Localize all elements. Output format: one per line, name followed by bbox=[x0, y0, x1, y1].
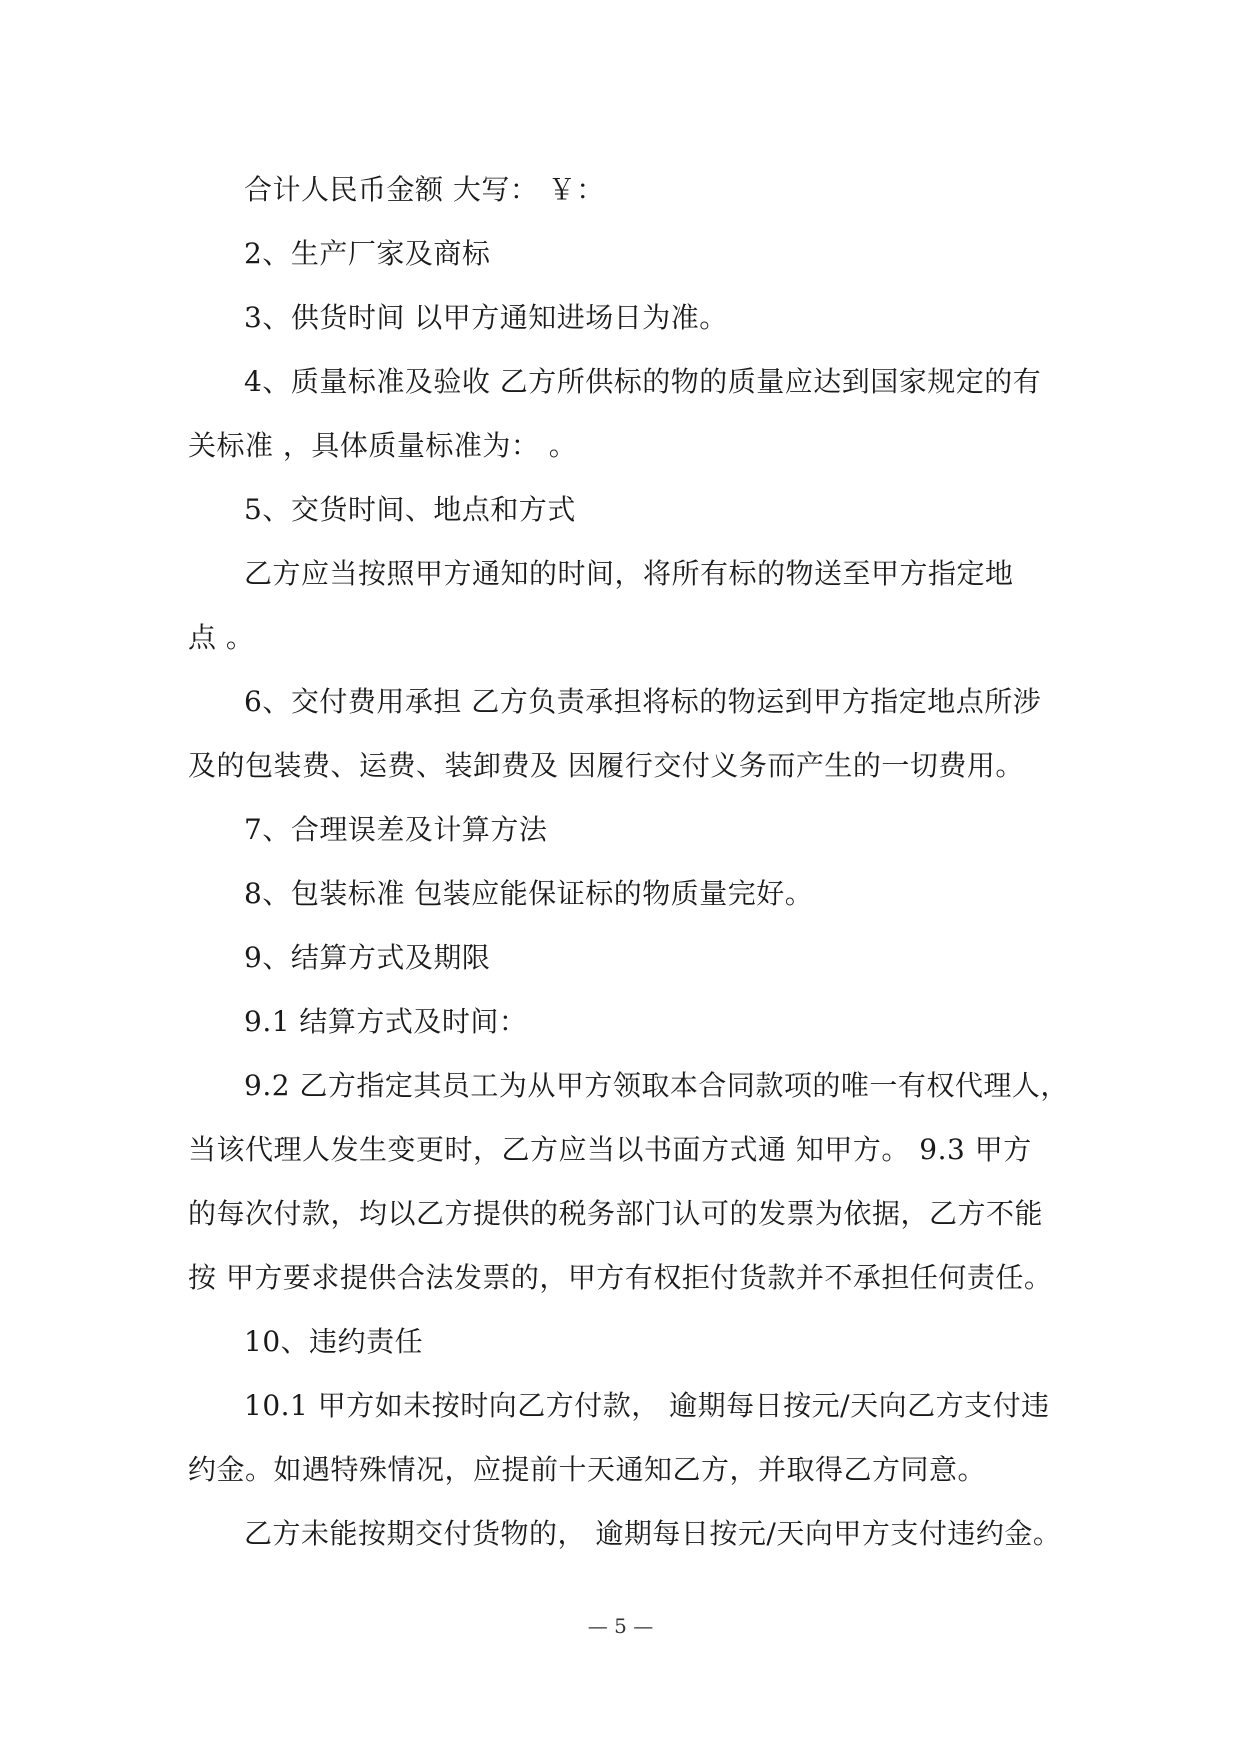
clause-3-supply-time: 3、供货时间 以甲方通知进场日为准。 bbox=[244, 301, 728, 334]
clause-9-2-line-2: 当该代理人发生变更时，乙方应当以书面方式通 知甲方。 9.3 甲方 bbox=[188, 1133, 1032, 1166]
clause-10-liability-heading: 10、违约责任 bbox=[244, 1325, 424, 1358]
document-body bbox=[188, 158, 1068, 1566]
clause-9-settlement-heading: 9、结算方式及期限 bbox=[244, 941, 491, 974]
clause-10-seller-penalty: 乙方未能按期交付货物的， 逾期每日按元/天向甲方支付违约金。 bbox=[244, 1517, 1062, 1550]
clause-9-2-line-1: 9.2 乙方指定其员工为从甲方领取本合同款项的唯一有权代理人， bbox=[244, 1069, 1069, 1102]
clause-4-quality-line-2: 关标准 ，具体质量标准为： 。 bbox=[188, 429, 578, 462]
clause-9-1-method: 9.1 结算方式及时间： bbox=[244, 1005, 528, 1038]
page-number: — 5 — bbox=[587, 1614, 654, 1638]
clause-10-1-line-2: 约金。如遇特殊情况，应提前十天通知乙方，并取得乙方同意。 bbox=[188, 1453, 987, 1486]
clause-5-delivery-line-1: 乙方应当按照甲方通知的时间，将所有标的物送至甲方指定地 bbox=[244, 557, 1014, 590]
clause-2-manufacturer: 2、生产厂家及商标 bbox=[244, 237, 491, 270]
clause-7-tolerance: 7、合理误差及计算方法 bbox=[244, 813, 548, 846]
clause-5-delivery-heading: 5、交货时间、地点和方式 bbox=[244, 493, 576, 526]
clause-10-1-line-1: 10.1 甲方如未按时向乙方付款， 逾期每日按元/天向乙方支付违 bbox=[244, 1389, 1050, 1422]
clause-8-packaging: 8、包装标准 包装应能保证标的物质量完好。 bbox=[244, 877, 814, 910]
clause-9-3-line-1: 的每次付款，均以乙方提供的税务部门认可的发票为依据，乙方不能 bbox=[188, 1197, 1044, 1230]
clause-6-fees-line-1: 6、交付费用承担 乙方负责承担将标的物运到甲方指定地点所涉 bbox=[244, 685, 1042, 718]
clause-4-quality-line-1: 4、质量标准及验收 乙方所供标的物的质量应达到国家规定的有 bbox=[244, 365, 1042, 398]
clause-6-fees-line-2: 及的包装费、运费、装卸费及 因履行交付义务而产生的一切费用。 bbox=[188, 749, 1024, 782]
clause-9-3-line-2: 按 甲方要求提供合法发票的，甲方有权拒付货款并不承担任何责任。 bbox=[188, 1261, 1053, 1294]
clause-5-delivery-line-2: 点 。 bbox=[188, 621, 255, 654]
total-amount-line: 合计人民币金额 大写： ￥： bbox=[244, 173, 605, 206]
